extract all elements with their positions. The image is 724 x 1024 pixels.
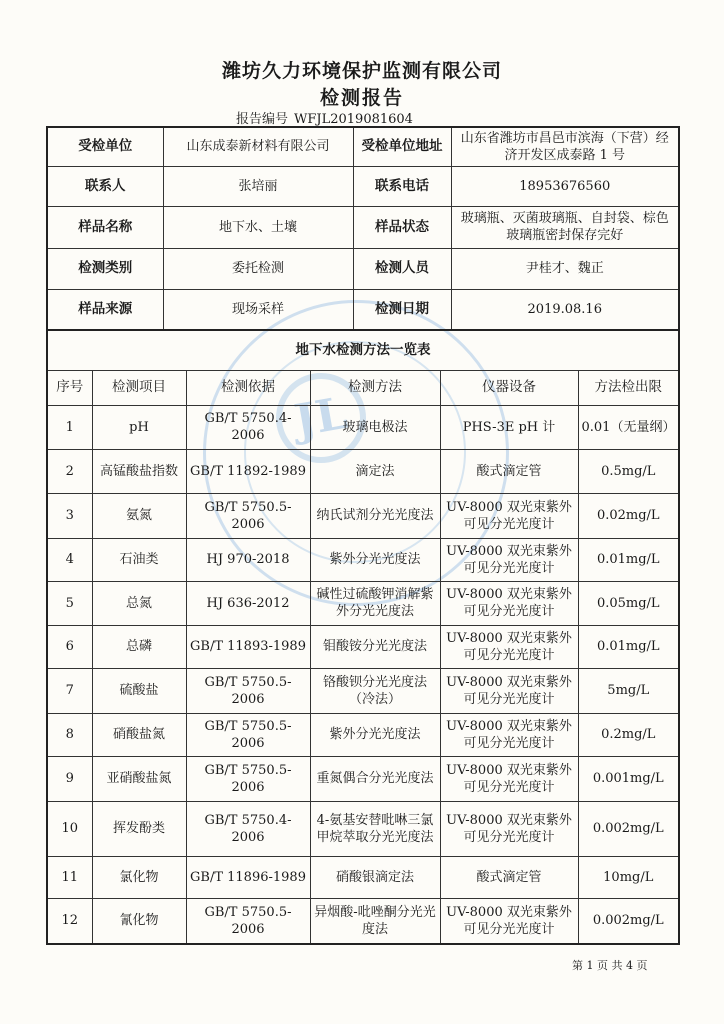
sample-state-value: 玻璃瓶、灭菌玻璃瓶、自封袋、棕色玻璃瓶密封保存完好	[451, 206, 679, 248]
source-value: 现场采样	[163, 289, 353, 330]
col-header-instrument: 仪器设备	[440, 370, 578, 405]
row-instrument: PHS-3E pH 计	[440, 405, 578, 449]
row-method: 异烟酸-吡唑酮分光光度法	[310, 898, 440, 944]
row-standard: GB/T 5750.5-2006	[186, 493, 310, 538]
table-row	[47, 405, 679, 449]
row-no: 5	[47, 581, 92, 625]
source-label: 样品来源	[47, 289, 163, 330]
info-row	[47, 289, 679, 330]
row-limit: 0.2mg/L	[578, 713, 679, 756]
row-method: 硝酸银滴定法	[310, 856, 440, 898]
row-limit: 0.02mg/L	[578, 493, 679, 538]
row-limit: 0.01mg/L	[578, 538, 679, 581]
row-no: 2	[47, 449, 92, 493]
info-row	[47, 127, 679, 166]
row-item: 硫酸盐	[92, 668, 186, 713]
row-standard: GB/T 11893-1989	[186, 625, 310, 668]
row-no: 3	[47, 493, 92, 538]
row-standard: GB/T 11892-1989	[186, 449, 310, 493]
row-method: 碱性过硫酸钾消解紫外分光光度法	[310, 581, 440, 625]
row-standard: GB/T 5750.4-2006	[186, 405, 310, 449]
inspector-label: 检测人员	[353, 248, 451, 289]
col-header-item: 检测项目	[92, 370, 186, 405]
row-instrument: UV-8000 双光束紫外可见分光光度计	[440, 713, 578, 756]
address-label: 受检单位地址	[353, 127, 451, 166]
client-label: 受检单位	[47, 127, 163, 166]
col-header-method: 检测方法	[310, 370, 440, 405]
row-method: 重氮偶合分光光度法	[310, 756, 440, 801]
date-value: 2019.08.16	[451, 289, 679, 330]
row-limit: 0.01（无量纲）	[578, 405, 679, 449]
row-item: 高锰酸盐指数	[92, 449, 186, 493]
page-footer: 第 1 页 共 4 页	[572, 959, 648, 972]
row-item: 亚硝酸盐氮	[92, 756, 186, 801]
table-row	[47, 898, 679, 944]
row-item: 总氮	[92, 581, 186, 625]
row-method: 滴定法	[310, 449, 440, 493]
row-method: 钼酸铵分光光度法	[310, 625, 440, 668]
address-value: 山东省潍坊市昌邑市滨海（下营）经济开发区成泰路 1 号	[451, 127, 679, 166]
row-standard: GB/T 5750.5-2006	[186, 713, 310, 756]
phone-label: 联系电话	[353, 166, 451, 206]
row-method: 4-氨基安替吡啉三氯甲烷萃取分光光度法	[310, 801, 440, 856]
row-limit: 0.001mg/L	[578, 756, 679, 801]
date-label: 检测日期	[353, 289, 451, 330]
sample-info-table	[46, 126, 680, 331]
row-instrument: UV-8000 双光束紫外可见分光光度计	[440, 801, 578, 856]
table-row	[47, 449, 679, 493]
row-item: 挥发酚类	[92, 801, 186, 856]
row-item: 硝酸盐氮	[92, 713, 186, 756]
row-instrument: UV-8000 双光束紫外可见分光光度计	[440, 756, 578, 801]
row-no: 6	[47, 625, 92, 668]
table-row	[47, 625, 679, 668]
row-item: 总磷	[92, 625, 186, 668]
table-row	[47, 756, 679, 801]
row-method: 纳氏试剂分光光度法	[310, 493, 440, 538]
client-value: 山东成泰新材料有限公司	[163, 127, 353, 166]
row-item: pH	[92, 405, 186, 449]
row-instrument: UV-8000 双光束紫外可见分光光度计	[440, 493, 578, 538]
seal-logo-mark: JL	[269, 366, 373, 470]
row-no: 4	[47, 538, 92, 581]
col-header-limit: 方法检出限	[578, 370, 679, 405]
row-instrument: UV-8000 双光束紫外可见分光光度计	[440, 581, 578, 625]
info-row	[47, 206, 679, 248]
table-row	[47, 581, 679, 625]
inspector-value: 尹桂才、魏正	[451, 248, 679, 289]
test-type-label: 检测类别	[47, 248, 163, 289]
row-no: 10	[47, 801, 92, 856]
row-instrument: UV-8000 双光束紫外可见分光光度计	[440, 625, 578, 668]
col-header-standard: 检测依据	[186, 370, 310, 405]
row-instrument: 酸式滴定管	[440, 449, 578, 493]
row-standard: HJ 970-2018	[186, 538, 310, 581]
table-row	[47, 538, 679, 581]
method-caption-row	[47, 330, 679, 370]
row-item: 氰化物	[92, 898, 186, 944]
row-standard: GB/T 5750.5-2006	[186, 898, 310, 944]
company-name: 潍坊久力环境保护监测有限公司	[221, 60, 502, 82]
row-standard: GB/T 5750.5-2006	[186, 756, 310, 801]
sample-state-label: 样品状态	[353, 206, 451, 248]
row-instrument: UV-8000 双光束紫外可见分光光度计	[440, 898, 578, 944]
row-limit: 0.01mg/L	[578, 625, 679, 668]
contact-label: 联系人	[47, 166, 163, 206]
info-row	[47, 248, 679, 289]
row-no: 7	[47, 668, 92, 713]
method-header-row	[47, 370, 679, 405]
row-instrument: 酸式滴定管	[440, 856, 578, 898]
row-no: 12	[47, 898, 92, 944]
sample-name-label: 样品名称	[47, 206, 163, 248]
row-standard: GB/T 11896-1989	[186, 856, 310, 898]
row-instrument: UV-8000 双光束紫外可见分光光度计	[440, 538, 578, 581]
row-instrument: UV-8000 双光束紫外可见分光光度计	[440, 668, 578, 713]
row-limit: 0.5mg/L	[578, 449, 679, 493]
row-limit: 5mg/L	[578, 668, 679, 713]
row-method: 铬酸钡分光光度法（冷法）	[310, 668, 440, 713]
row-method: 紫外分光光度法	[310, 713, 440, 756]
report-number-label: 报告编号	[236, 112, 289, 127]
contact-value: 张培丽	[163, 166, 353, 206]
row-no: 9	[47, 756, 92, 801]
report-title: 检测报告	[319, 87, 404, 109]
table-row	[47, 493, 679, 538]
table-row	[47, 668, 679, 713]
sample-name-value: 地下水、土壤	[163, 206, 353, 248]
test-type-value: 委托检测	[163, 248, 353, 289]
row-standard: GB/T 5750.5-2006	[186, 668, 310, 713]
row-no: 11	[47, 856, 92, 898]
row-method: 紫外分光光度法	[310, 538, 440, 581]
row-limit: 0.002mg/L	[578, 898, 679, 944]
row-item: 石油类	[92, 538, 186, 581]
row-item: 氨氮	[92, 493, 186, 538]
row-standard: HJ 636-2012	[186, 581, 310, 625]
col-header-no: 序号	[47, 370, 92, 405]
info-row	[47, 166, 679, 206]
row-item: 氯化物	[92, 856, 186, 898]
method-table-caption: 地下水检测方法一览表	[47, 330, 679, 370]
table-row	[47, 801, 679, 856]
row-limit: 0.002mg/L	[578, 801, 679, 856]
row-standard: GB/T 5750.4-2006	[186, 801, 310, 856]
row-limit: 0.05mg/L	[578, 581, 679, 625]
row-method: 玻璃电极法	[310, 405, 440, 449]
row-no: 8	[47, 713, 92, 756]
table-row	[47, 713, 679, 756]
table-row	[47, 856, 679, 898]
row-no: 1	[47, 405, 92, 449]
method-table	[46, 329, 680, 945]
report-number-value: WFJL2019081604	[294, 112, 413, 127]
row-limit: 10mg/L	[578, 856, 679, 898]
report-number	[236, 108, 413, 127]
phone-value: 18953676560	[451, 166, 679, 206]
